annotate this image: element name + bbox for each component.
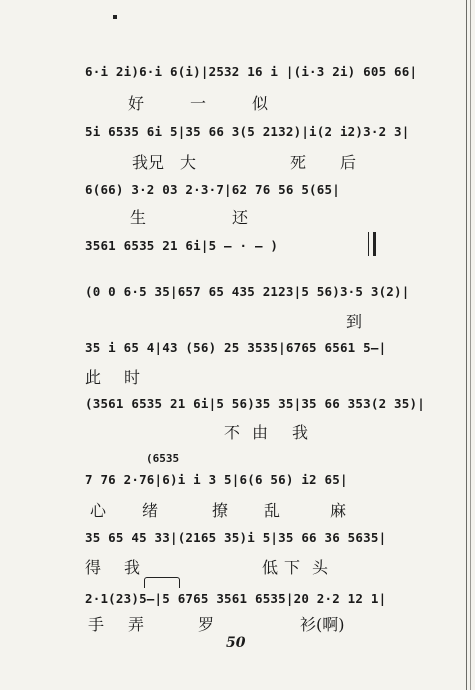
page-number: 50 <box>226 635 246 651</box>
notation-row-9: 35 65 45 33|(2165 35)i 5|35 66 36 5635| <box>85 530 387 545</box>
notation-row-4: 3561 6535 21 6i|5 — · — ) <box>85 238 279 253</box>
slur-mark <box>144 577 180 588</box>
lyric: 兄 <box>148 153 165 172</box>
lyric: 弄 <box>128 615 145 634</box>
lyric: 手 <box>88 615 105 634</box>
lyric: 衫(啊) <box>300 615 345 634</box>
double-barline <box>368 232 376 256</box>
lyric: 到 <box>346 312 363 331</box>
lyric: 得 <box>85 558 102 577</box>
lyric: 头 <box>312 558 329 577</box>
notation-row-8: 7 76 2·76|6)i i 3 5|6(6 56) i2 65| <box>85 472 348 487</box>
lyric: 罗 <box>198 615 215 634</box>
lyric: 后 <box>340 153 357 172</box>
notation-row-10: 2·1(23)5—|5 6765 3561 6535|20 2·2 12 1| <box>85 591 387 606</box>
lyric: 乱 <box>264 501 281 520</box>
lyric: 我 <box>292 423 309 442</box>
lyric: 心 <box>90 501 107 520</box>
notation-row-7: (3561 6535 21 6i|5 56)35 35|35 66 353(2 35)| <box>85 396 425 411</box>
lyric: 一 <box>190 94 207 113</box>
notation-row-1: 6·i 2i)6·i 6(i)|2532 16 i |(i·3 2i) 605 66| <box>85 64 418 79</box>
page-edge-line <box>466 0 467 690</box>
lyric: 撩 <box>212 501 229 520</box>
lyric: 我 <box>124 558 141 577</box>
notation-row-3: 6(66) 3·2 03 2·3·7|62 76 56 5(65| <box>85 182 340 197</box>
lyric: 我 <box>132 153 149 172</box>
notation-row-6: 35 i 65 4|43 (56) 25 3535|6765 6561 5—| <box>85 340 387 355</box>
lyric: 下 <box>284 558 301 577</box>
notation-row-5: (0 0 6·5 35|657 65 435 2123|5 56)3·5 3(2)| <box>85 284 410 299</box>
notation-row-2: 5i 6535 6i 5|35 66 3(5 2132)|i(2 i2)3·2 3| <box>85 124 410 139</box>
page-edge-line-outer <box>470 0 471 690</box>
lyric: 好 <box>128 94 145 113</box>
print-mark <box>113 15 117 19</box>
lyric: 大 <box>180 153 197 172</box>
lyric: 不 <box>224 423 241 442</box>
lyric: 时 <box>124 368 141 387</box>
lyric: 死 <box>290 153 307 172</box>
lyric: 似 <box>252 94 269 113</box>
lyric: 麻 <box>330 501 347 520</box>
lyric: 由 <box>252 423 269 442</box>
lyric: 低 <box>262 558 279 577</box>
lyric: 生 <box>130 208 147 227</box>
upper-notation: (6535 <box>146 452 180 465</box>
lyric: 绪 <box>142 501 159 520</box>
lyric: 还 <box>232 208 249 227</box>
lyric: 此 <box>85 368 102 387</box>
